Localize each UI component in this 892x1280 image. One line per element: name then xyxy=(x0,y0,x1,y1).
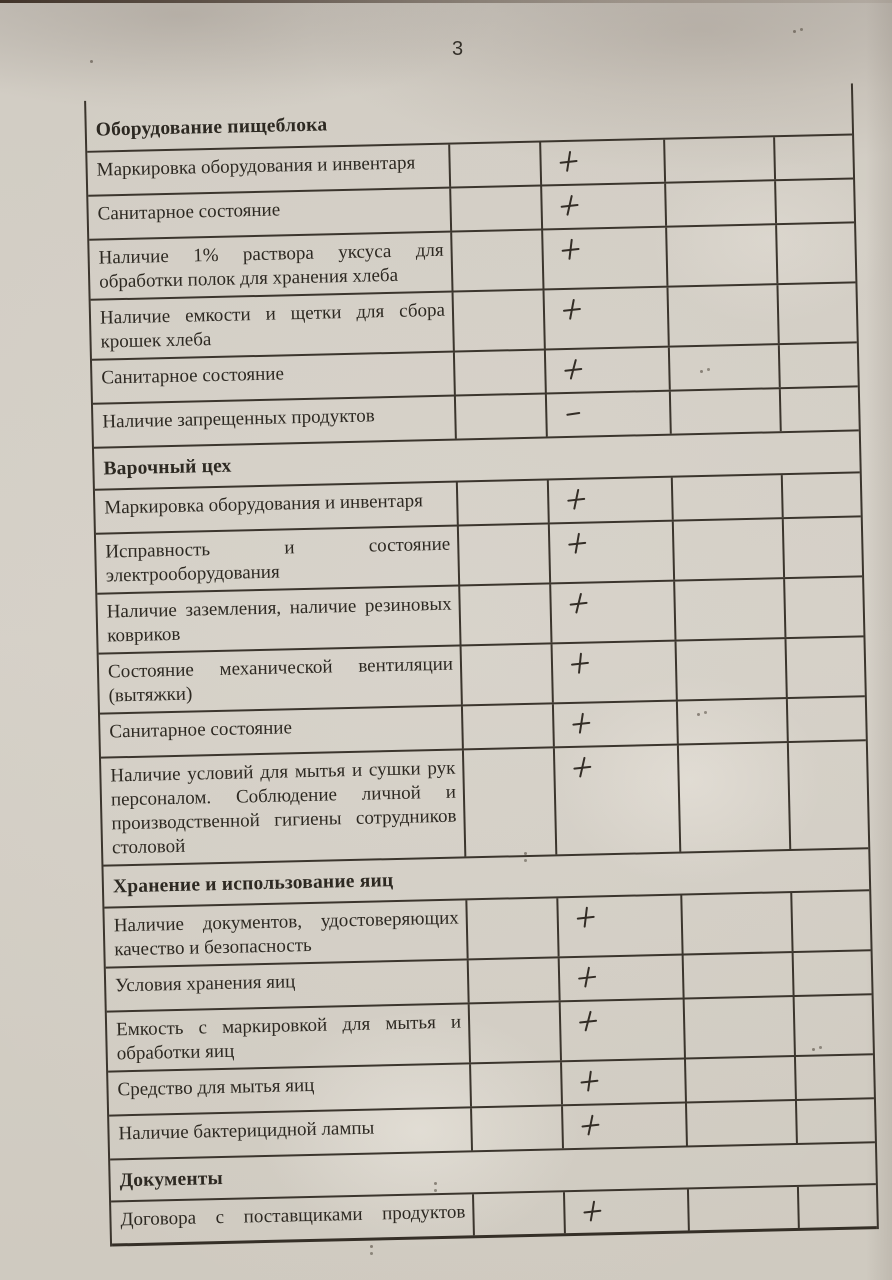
photo-top-edge xyxy=(0,0,892,3)
item-label-cell: Состояние механической вентиляции (вытяжки) xyxy=(99,646,463,712)
plus-mark xyxy=(577,965,600,989)
empty-cell xyxy=(451,187,543,231)
empty-cell xyxy=(463,704,555,748)
result-cell xyxy=(554,702,679,747)
section-title: Хранение и использование яиц xyxy=(112,870,394,898)
result-cell xyxy=(546,348,671,393)
empty-cell xyxy=(781,387,859,431)
plus-mark xyxy=(560,238,583,262)
empty-cell xyxy=(671,389,782,433)
result-cell xyxy=(563,1103,688,1148)
empty-cell xyxy=(469,958,561,1002)
empty-cell xyxy=(775,135,853,179)
result-cell xyxy=(553,642,678,703)
empty-cell xyxy=(470,1002,562,1062)
item-label-cell: Наличие емкости и щетки для сбора крошек хлеба xyxy=(91,293,455,359)
empty-cell xyxy=(670,345,781,389)
result-cell xyxy=(558,896,683,957)
result-cell xyxy=(555,746,681,855)
photo-artifact xyxy=(370,1245,373,1248)
plus-mark xyxy=(567,532,590,556)
photo-artifact xyxy=(812,1048,815,1051)
plus-mark xyxy=(568,592,591,616)
result-cell xyxy=(565,1189,690,1233)
empty-cell xyxy=(472,1106,564,1150)
empty-cell xyxy=(789,741,868,849)
item-label-cell: Маркировка оборудования и инвентаря xyxy=(87,145,451,195)
empty-cell xyxy=(462,644,554,704)
empty-cell xyxy=(689,1187,800,1230)
plus-mark xyxy=(575,905,598,929)
photo-artifact xyxy=(697,713,700,716)
empty-cell xyxy=(474,1192,566,1235)
item-label-cell: Емкость с маркировкой для мытья и обработки яиц xyxy=(107,1004,471,1070)
empty-cell xyxy=(456,394,548,438)
empty-cell xyxy=(678,699,789,743)
empty-cell xyxy=(687,1101,798,1145)
empty-cell xyxy=(685,997,796,1057)
empty-cell xyxy=(686,1057,797,1101)
empty-cell xyxy=(471,1062,563,1106)
item-label-cell: Средство для мытья яиц xyxy=(108,1064,472,1114)
empty-cell xyxy=(667,225,778,285)
inspection-table xyxy=(84,83,879,1246)
result-cell xyxy=(542,184,667,229)
item-label-cell: Наличие условий для мытья и сушки рук персоналом. Соблюдение личной и производственной гигиены сотрудников столовой xyxy=(101,750,466,864)
result-cell xyxy=(551,582,676,643)
empty-cell xyxy=(666,181,777,225)
result-cell xyxy=(562,1059,687,1104)
empty-cell xyxy=(788,697,866,741)
item-label-cell: Наличие бактерицидной лампы xyxy=(109,1108,473,1158)
photo-artifact xyxy=(434,1182,437,1185)
empty-cell xyxy=(792,891,870,951)
plus-mark xyxy=(579,1069,602,1093)
empty-cell xyxy=(776,179,854,223)
photo-artifact xyxy=(700,370,703,373)
empty-cell xyxy=(452,230,544,290)
plus-mark xyxy=(580,1113,603,1137)
empty-cell xyxy=(467,898,559,958)
item-label-cell: Санитарное состояние xyxy=(92,353,456,403)
plus-mark xyxy=(559,194,582,218)
result-cell xyxy=(549,478,674,523)
section-title: Документы xyxy=(119,1167,224,1192)
empty-cell xyxy=(783,473,861,517)
result-cell xyxy=(550,522,675,583)
minus-mark xyxy=(564,402,587,426)
result-cell xyxy=(561,999,686,1060)
empty-cell xyxy=(450,143,542,187)
empty-cell xyxy=(780,343,858,387)
photo-artifact xyxy=(793,30,796,33)
page-number: 3 xyxy=(452,38,464,60)
empty-cell xyxy=(794,951,872,995)
plus-mark xyxy=(582,1199,605,1223)
section-title: Варочный цех xyxy=(103,455,232,480)
empty-cell xyxy=(796,1055,874,1099)
plus-mark xyxy=(563,358,586,382)
result-cell xyxy=(541,140,666,185)
plus-mark xyxy=(572,755,595,779)
item-label-cell: Санитарное состояние xyxy=(88,189,452,239)
item-label-cell: Условия хранения яиц xyxy=(106,960,470,1010)
photo-artifact xyxy=(90,60,93,63)
plus-mark xyxy=(562,298,585,322)
empty-cell xyxy=(799,1185,877,1228)
result-cell xyxy=(560,955,685,1000)
empty-cell xyxy=(684,953,795,997)
item-label-cell: Наличие запрещенных продуктов xyxy=(93,397,457,447)
plus-mark xyxy=(558,150,581,174)
result-cell xyxy=(547,392,672,437)
item-label-cell: Наличие заземления, наличие резиновых ковриков xyxy=(97,586,461,652)
plus-mark xyxy=(566,488,589,512)
photo-artifact xyxy=(524,852,527,855)
empty-cell xyxy=(673,475,784,519)
empty-cell xyxy=(795,995,873,1055)
empty-cell xyxy=(460,584,552,644)
empty-cell xyxy=(665,137,776,181)
empty-cell xyxy=(675,579,786,639)
empty-cell xyxy=(459,524,551,584)
plus-mark xyxy=(571,711,594,735)
result-cell xyxy=(545,288,670,349)
empty-cell xyxy=(785,577,863,637)
empty-cell xyxy=(458,480,550,524)
empty-cell xyxy=(784,517,862,577)
item-label-cell: Исправность и состояние электрооборудования xyxy=(96,526,460,592)
plus-mark xyxy=(578,1009,601,1033)
empty-cell xyxy=(674,519,785,579)
item-label-cell: Санитарное состояние xyxy=(100,706,464,756)
section-title: Оборудование пищеблока xyxy=(95,114,328,141)
item-label-cell: Наличие 1% раствора уксуса для обработки полок для хранения хлеба xyxy=(89,233,453,299)
empty-cell xyxy=(679,743,791,851)
empty-cell xyxy=(778,283,856,343)
empty-cell xyxy=(682,893,793,953)
plus-mark xyxy=(570,651,593,675)
empty-cell xyxy=(786,637,864,697)
empty-cell xyxy=(455,350,547,394)
item-label-cell: Маркировка оборудования и инвентаря xyxy=(95,482,459,532)
empty-cell xyxy=(454,290,546,350)
empty-cell xyxy=(677,639,788,699)
item-label-cell: Наличие документов, удостоверяющих качество и безопасность xyxy=(104,900,468,966)
result-cell xyxy=(543,228,668,289)
empty-cell xyxy=(797,1099,875,1143)
table-row xyxy=(101,741,868,866)
item-label-cell: Договора с поставщиками продуктов xyxy=(111,1194,475,1243)
empty-cell xyxy=(464,748,557,856)
empty-cell xyxy=(777,223,855,283)
empty-cell xyxy=(668,285,779,345)
